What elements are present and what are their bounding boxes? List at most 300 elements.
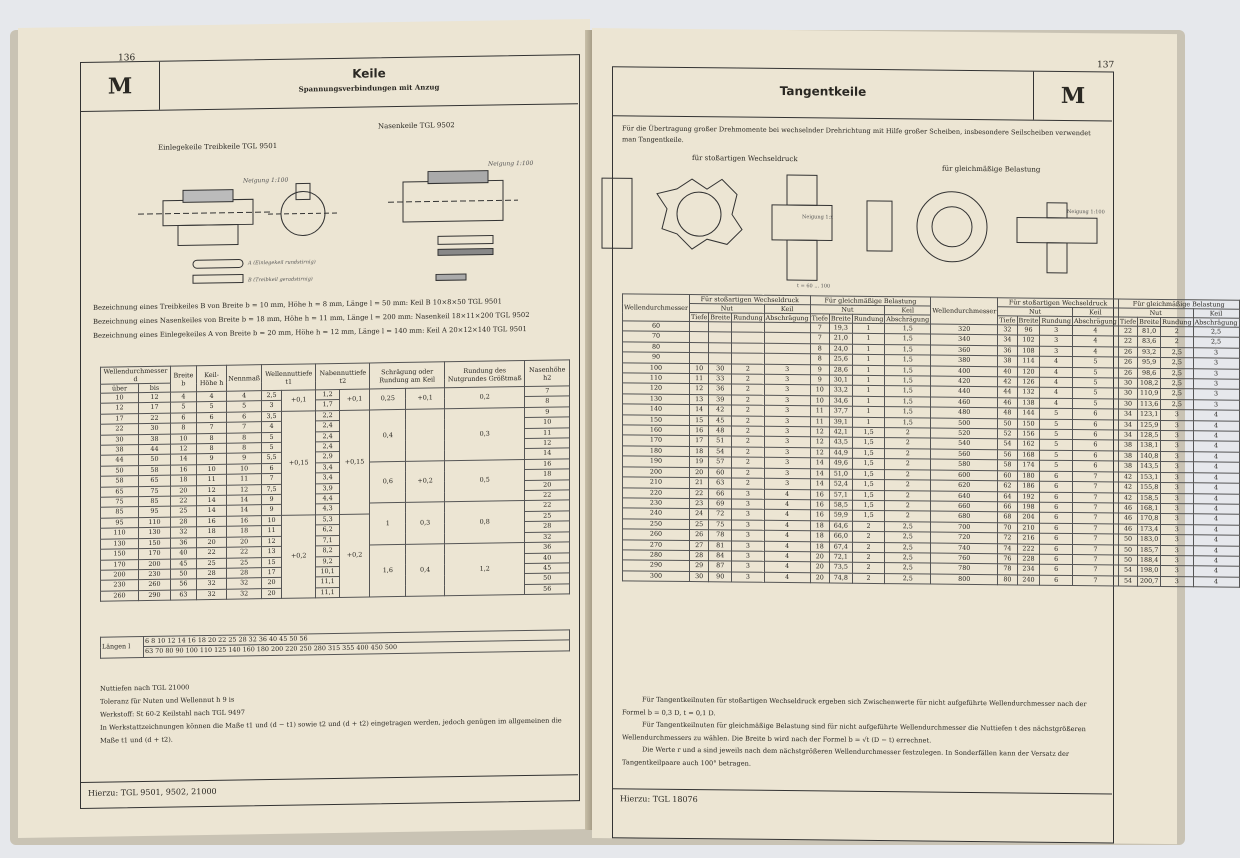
table-cell: 80 [998, 574, 1017, 585]
table-cell: 198,0 [1138, 566, 1161, 577]
table-cell: 188,4 [1138, 555, 1161, 566]
table-cell: 18 [227, 526, 262, 537]
table-cell: 1,2 [444, 543, 525, 596]
table-cell: 50 [998, 418, 1017, 429]
table-cell: 33,2 [829, 385, 852, 396]
table-cell: 6 [1072, 430, 1118, 441]
table-cell: 11 [690, 374, 709, 385]
table-cell: 25 [227, 557, 262, 568]
table-cell: 14 [810, 479, 829, 490]
col-nut: Nut [690, 304, 765, 314]
table-cell: 132 [1017, 387, 1040, 398]
table-cell: 10 [810, 385, 829, 396]
left-notes [100, 675, 570, 747]
table-cell: 18 [810, 521, 829, 532]
table-cell: 290 [623, 560, 690, 571]
col-stossartig: Für stoßartigen Wechseldruck [690, 295, 811, 305]
table-cell: 3 [1193, 348, 1239, 359]
table-cell: 2 [732, 478, 764, 489]
einlegekeil-key-drawing [183, 190, 233, 203]
col-abschraegung: Abschrägung [886, 315, 930, 324]
table-cell [732, 322, 764, 333]
table-cell: 56 [998, 450, 1017, 461]
col-keil: Keil [764, 304, 810, 313]
table-cell: 95 [138, 507, 170, 518]
table-cell: 3 [1193, 368, 1239, 379]
table-cell: 78 [709, 530, 732, 541]
table-cell: 42 [1118, 493, 1137, 504]
table-cell: 38 [138, 434, 170, 445]
table-cell: 2 [885, 428, 931, 439]
table-cell: 20 [262, 588, 282, 599]
col-breite: Breite [1018, 316, 1039, 325]
table-cell: 38 [998, 356, 1017, 367]
table-cell: 76 [998, 554, 1017, 565]
table-cell: 3 [764, 395, 810, 406]
table-cell: 60 [709, 467, 732, 478]
table-cell: 3,4 [316, 462, 339, 473]
neigung-label-4: Neigung 1:100 [1067, 208, 1105, 216]
table-cell: 2 [885, 480, 931, 491]
table-cell: 54 [998, 439, 1017, 450]
table-cell [709, 322, 732, 333]
table-cell: 68 [998, 512, 1017, 523]
laengen-label: Längen l [101, 637, 144, 658]
table-cell: 113,6 [1138, 399, 1161, 410]
table-cell: 720 [931, 532, 998, 543]
table-cell: 14 [525, 448, 570, 459]
table-cell: 5 [1040, 419, 1072, 430]
table-cell: 6 [1040, 544, 1072, 555]
gleich-side-view-drawing [1017, 217, 1097, 243]
table-cell: 93,2 [1138, 347, 1161, 358]
table-cell: 66 [998, 502, 1017, 513]
table-cell: 123,1 [1138, 409, 1161, 420]
table-cell: 66 [709, 488, 732, 499]
table-cell: 3 [764, 364, 810, 375]
table-cell: 230 [101, 580, 139, 591]
table-cell: 420 [931, 376, 998, 387]
page-number-right: 137 [1097, 60, 1115, 71]
col-keil: Keil [885, 306, 931, 315]
table-cell: 4 [764, 499, 810, 510]
table-cell: 2 [852, 542, 884, 553]
col-rundung: Rundung [1162, 317, 1192, 327]
col-breite: Breite [710, 313, 731, 322]
table-cell: 7 [1072, 471, 1118, 482]
table-cell: 3 [1161, 451, 1193, 462]
table-cell: 14 [170, 454, 196, 465]
table-cell: 20 [170, 485, 196, 496]
table-cell: 4 [1193, 462, 1239, 473]
table-cell: 51,0 [829, 469, 852, 480]
table-cell: 42 [1118, 482, 1137, 493]
table-cell: 150 [1017, 419, 1040, 430]
table-cell: 6 [1040, 575, 1072, 586]
table-cell: 440 [931, 386, 998, 397]
table-cell: 64 [998, 491, 1017, 502]
table-cell: 2,5 [1161, 378, 1193, 389]
table-cell [764, 343, 810, 354]
table-cell: 3 [1193, 400, 1239, 411]
table-cell: 138,1 [1138, 441, 1161, 452]
table-cell: 600 [931, 470, 998, 481]
table-cell: 50 [1118, 555, 1137, 566]
stoss-side-view-drawing [772, 205, 832, 241]
table-cell: 7 [1072, 513, 1118, 524]
table-cell: 230 [138, 569, 170, 580]
table-cell: 56 [170, 579, 196, 590]
table-cell: 15 [690, 415, 709, 426]
table-cell: 28 [690, 550, 709, 561]
table-cell: 50 [138, 455, 170, 466]
stoss-key-section-drawing [602, 178, 632, 248]
note-line: Die Werte r und a sind jeweils nach dem nächstgrößeren Wellendurchmesser festzulegen. In Sonderfällen kann der Versatz der Tangentkeilpaare auch 100° betragen. [622, 745, 1070, 768]
table-cell: 120 [1017, 367, 1040, 378]
table-cell: 18 [810, 541, 829, 552]
table-cell: 228 [1017, 554, 1040, 565]
table-cell: 50 [1118, 545, 1137, 556]
table-cell: 3 [1161, 472, 1193, 483]
table-cell: 3 [732, 488, 764, 499]
form-b-label: B (Treibkeil geradstirnig) [248, 276, 313, 284]
table-cell: 5,5 [262, 453, 282, 464]
table-cell: 200,7 [1138, 576, 1161, 587]
table-cell: 1,5 [852, 469, 884, 480]
table-cell: 1,5 [885, 386, 931, 397]
table-cell: 22 [138, 413, 170, 424]
col-nut: Nut [1118, 308, 1193, 318]
table-cell: 780 [931, 563, 998, 574]
table-cell: 20 [227, 536, 262, 547]
intro-text: Für die Übertragung großer Drehmomente bei wechselnder Drehrichtung mit Hilfe großer Scheiben, insbesondere Seilscheiben verwendet man Tangentkeile. [622, 124, 1091, 144]
table-cell: 2 [885, 469, 931, 480]
table-cell: 11,1 [316, 577, 339, 588]
table-cell: 66,0 [829, 531, 852, 542]
table-cell: 1 [852, 334, 884, 345]
table-cell: 69 [709, 499, 732, 510]
table-cell: 2,9 [316, 452, 339, 463]
table-cell: 84 [709, 551, 732, 562]
table-cell: 4 [170, 392, 196, 403]
table-cell: 3 [1161, 420, 1193, 431]
table-cell: 480 [931, 407, 998, 418]
table-cell: 2,4 [316, 441, 339, 452]
table-cell: 54 [709, 447, 732, 458]
table-cell: 1,5 [885, 417, 931, 428]
table-cell: 6 [227, 411, 262, 422]
table-cell: 81 [709, 540, 732, 551]
table-cell: 108,2 [1138, 378, 1161, 389]
table-cell: 3 [764, 437, 810, 448]
table-cell: 32 [998, 325, 1017, 336]
table-cell: 8 [227, 443, 262, 454]
table-cell: 15 [262, 557, 282, 568]
table-cell: 60 [623, 321, 690, 332]
table-cell: 108 [1017, 346, 1040, 357]
table-cell: 7 [1072, 492, 1118, 503]
table-cell: 18 [170, 475, 196, 486]
col-gleichmaessig: Für gleichmäßige Belastung [810, 296, 931, 306]
table-cell: 16 [170, 465, 196, 476]
table-cell: 2 [885, 448, 931, 459]
table-cell: 83,6 [1138, 337, 1161, 348]
table-cell: 38 [101, 445, 139, 456]
table-cell: 32 [227, 578, 262, 589]
table-cell: 4 [764, 551, 810, 562]
table-cell: 110 [138, 517, 170, 528]
left-page [18, 19, 590, 838]
table-cell: 18 [810, 531, 829, 542]
table-cell: 39 [709, 395, 732, 406]
table-cell: 22 [227, 547, 262, 558]
table-cell: 75 [138, 486, 170, 497]
table-cell: 200 [138, 559, 170, 570]
table-cell: 19,3 [829, 323, 852, 334]
table-cell: 126 [1017, 377, 1040, 388]
table-cell: +0,2 [282, 515, 316, 599]
table-cell: 9 [262, 505, 282, 516]
table-cell: 150 [101, 549, 139, 560]
table-cell: 4 [1193, 431, 1239, 442]
table-cell [709, 343, 732, 354]
table-cell: 2 [732, 384, 764, 395]
table-cell [690, 353, 709, 364]
section-letter: M [1033, 72, 1112, 121]
table-cell: 22 [525, 500, 570, 511]
table-cell: 3 [764, 426, 810, 437]
table-cell: 45 [709, 415, 732, 426]
note-line: Nuttiefen nach TGL 21000 [100, 683, 190, 693]
bezeichnung-block [93, 293, 573, 343]
table-cell: 32 [227, 588, 262, 599]
table-cell: 70 [623, 331, 690, 342]
table-cell: 63 [170, 589, 196, 600]
table-cell: 3 [732, 520, 764, 531]
table-cell: 3 [1193, 358, 1239, 369]
table-cell: 200 [623, 467, 690, 478]
table-cell: 28 [227, 568, 262, 579]
col-rundung: Rundung [1041, 316, 1071, 326]
table-cell: 170,8 [1138, 514, 1161, 525]
table-cell: 50 [525, 573, 570, 584]
key-form-a-drawing [193, 259, 243, 268]
table-cell: 11 [525, 427, 570, 438]
table-cell: 26 [1118, 368, 1137, 379]
table-cell: +0,1 [282, 390, 316, 411]
col-keilhoehe: Keil-Höhe h [196, 365, 226, 391]
table-cell: 38 [1118, 440, 1137, 451]
table-cell: 27 [690, 540, 709, 551]
table-cell: 60 [998, 470, 1017, 481]
t-range-label: t = 60 ... 100 [797, 283, 831, 290]
table-cell: 57 [709, 457, 732, 468]
table-cell: 153,1 [1138, 472, 1161, 483]
table-cell: 8,2 [316, 546, 339, 557]
table-cell: 2,4 [316, 421, 339, 432]
table-cell: 9 [227, 453, 262, 464]
table-cell: 3 [764, 478, 810, 489]
col-rundung: Rundung [853, 314, 884, 324]
table-cell: 14 [227, 505, 262, 516]
table-cell: 160 [623, 425, 690, 436]
col-nut: Nut [998, 307, 1073, 317]
note-line: In Werkstattzeichnungen können die Maße t1 und (d − t1) sowie t2 und (d + t2) eingetragen werden, jedoch genügen im allgemeinen die Maße t1 und (d + t2). [100, 716, 562, 745]
table-cell: 680 [931, 511, 998, 522]
table-cell: 62 [998, 481, 1017, 492]
table-cell: 174 [1017, 460, 1040, 471]
col-abschraegung: Abschrägung [1194, 318, 1238, 327]
table-cell: 12 [690, 384, 709, 395]
table-cell: 6 [1072, 461, 1118, 472]
table-cell: 5 [1072, 388, 1118, 399]
table-cell: 1 [852, 354, 884, 365]
table-cell: 2,5 [885, 532, 931, 543]
neigung-label-1: Neigung 1:100 [243, 176, 289, 185]
table-cell: 10,1 [316, 566, 339, 577]
table-cell: 6 [1040, 502, 1072, 513]
table-cell: 2,5 [1193, 327, 1239, 338]
table-cell: 5 [1040, 450, 1072, 461]
table-cell: 1,5 [885, 355, 931, 366]
table-cell: 8 [170, 423, 196, 434]
col-wellennuttiefe: Wellennuttiefe t1 [262, 364, 316, 391]
table-cell: 3,9 [316, 483, 339, 494]
table-cell: 22 [1118, 336, 1137, 347]
table-cell [406, 409, 445, 462]
table-cell: 10 [101, 393, 139, 404]
table-cell: 4 [764, 489, 810, 500]
table-cell: 10 [525, 417, 570, 428]
table-cell: 23 [690, 498, 709, 509]
table-cell: 18 [196, 527, 226, 538]
table-cell: 4 [1072, 336, 1118, 347]
table-cell: 38 [1118, 461, 1137, 472]
table-cell: 6 [1072, 419, 1118, 430]
table-cell: 18 [525, 469, 570, 480]
table-cell: 12 [810, 437, 829, 448]
note-line: Für Tangentkeilnuten für gleichmäßige Belastung sind für nicht aufgeführte Wellendurchmesser die Nuttiefen t des nächstgrößeren Wellendurchmessers zu wählen. Die Breite b wird nach der Formel b = √t (D − t) errechnet. [622, 720, 1086, 745]
table-cell: 2 [732, 426, 764, 437]
table-cell: 74 [998, 543, 1017, 554]
table-cell: 2,5 [262, 390, 282, 401]
col-tiefe: Tiefe [811, 314, 828, 323]
table-cell: 3 [262, 401, 282, 412]
table-cell: 102 [1017, 335, 1040, 346]
table-cell: 25 [196, 558, 226, 569]
nasenkeil-key-drawing [438, 236, 493, 245]
table-cell: 7 [1072, 565, 1118, 576]
table-cell: 42 [1118, 472, 1137, 483]
table-cell: 85 [138, 496, 170, 507]
table-cell: 4 [1193, 514, 1239, 525]
table-cell: 2 [852, 573, 884, 584]
table-cell: 34,6 [829, 396, 852, 407]
table-cell: 46 [1118, 503, 1137, 514]
table-cell: 8 [810, 344, 829, 355]
table-cell: 220 [623, 487, 690, 498]
table-cell: 320 [931, 324, 998, 335]
table-cell: 3 [764, 385, 810, 396]
table-cell: +0,2 [406, 461, 445, 503]
gleich-key-section-drawing [867, 201, 892, 251]
note-line: Werkstoff: St 60-2 Keilstahl nach TGL 9497 [100, 708, 245, 719]
table-cell: 5 [1072, 367, 1118, 378]
table-cell: 21 [690, 478, 709, 489]
table-cell: 3 [1161, 576, 1193, 587]
table-cell: 155,8 [1138, 482, 1161, 493]
table-cell: 4 [1193, 577, 1239, 588]
laengen-row-2: 63 70 80 90 100 110 125 140 160 180 200 220 250 280 315 355 400 450 500 [144, 640, 570, 657]
table-cell [709, 353, 732, 364]
table-cell: 28 [196, 568, 226, 579]
table-cell: 1 [852, 386, 884, 397]
table-cell: 44 [998, 387, 1017, 398]
table-cell: 3 [1161, 545, 1193, 556]
stoss-hub-drawing [657, 179, 742, 250]
table-cell [764, 322, 810, 333]
table-cell: 4 [1040, 388, 1072, 399]
table-cell: 3 [1161, 535, 1193, 546]
table-cell: 5 [262, 432, 282, 443]
table-cell: 280 [623, 550, 690, 561]
table-cell: 204 [1017, 512, 1040, 523]
table-cell: 4,3 [316, 504, 339, 515]
table-cell: 26 [1118, 357, 1137, 368]
table-cell: 9 [525, 407, 570, 418]
table-cell: 2,4 [316, 431, 339, 442]
table-cell: 2 [885, 459, 931, 470]
table-cell: 2,5 [1161, 399, 1193, 410]
table-cell: 222 [1017, 543, 1040, 554]
table-cell: 7 [227, 422, 262, 433]
table-cell: 11 [810, 416, 829, 427]
col-tiefe: Tiefe [1119, 317, 1137, 326]
table-cell: 44 [138, 444, 170, 455]
table-cell: 20 [525, 479, 570, 490]
table-cell: 8 [525, 396, 570, 407]
caption-nasenkeile: Nasenkeile TGL 9502 [378, 121, 455, 131]
table-cell: 2 [732, 457, 764, 468]
table-cell: 39,1 [829, 417, 852, 428]
table-cell: 240 [1017, 575, 1040, 586]
table-cell: 5 [1072, 378, 1118, 389]
table-cell: 130 [101, 538, 139, 549]
col-wellendurchmesser: Wellendurchmesser [623, 294, 690, 322]
table-cell: 52 [998, 429, 1017, 440]
table-cell: 0,4 [406, 544, 445, 597]
table-cell: 2,5 [885, 573, 931, 584]
table-cell: 1,7 [316, 400, 339, 411]
left-header [81, 55, 578, 112]
table-cell: 29 [690, 561, 709, 572]
table-cell: +0,2 [339, 514, 370, 598]
table-cell: 3,4 [316, 473, 339, 484]
table-cell: 1,5 [852, 427, 884, 438]
bezeichnung-line: Bezeichnung eines Einlegekeiles A von Breite b = 20 mm, Höhe h = 12 mm, Länge l = 140 mm: Keil A 20×12×140 TGL 9501 [93, 325, 527, 340]
col-nabennuttiefe: Nabennuttiefe t2 [316, 363, 370, 390]
table-cell: 26 [1118, 347, 1137, 358]
table-cell: 6,2 [316, 525, 339, 536]
table-cell: 2 [732, 436, 764, 447]
table-cell: 40 [525, 552, 570, 563]
col-nasenhoehe: Nasenhöhe h2 [525, 360, 570, 387]
table-cell: 4 [764, 510, 810, 521]
table-cell: 6 [1040, 565, 1072, 576]
col-breite: Breite b [170, 366, 196, 392]
table-cell: 3 [732, 509, 764, 520]
col-breite: Breite [830, 314, 851, 323]
